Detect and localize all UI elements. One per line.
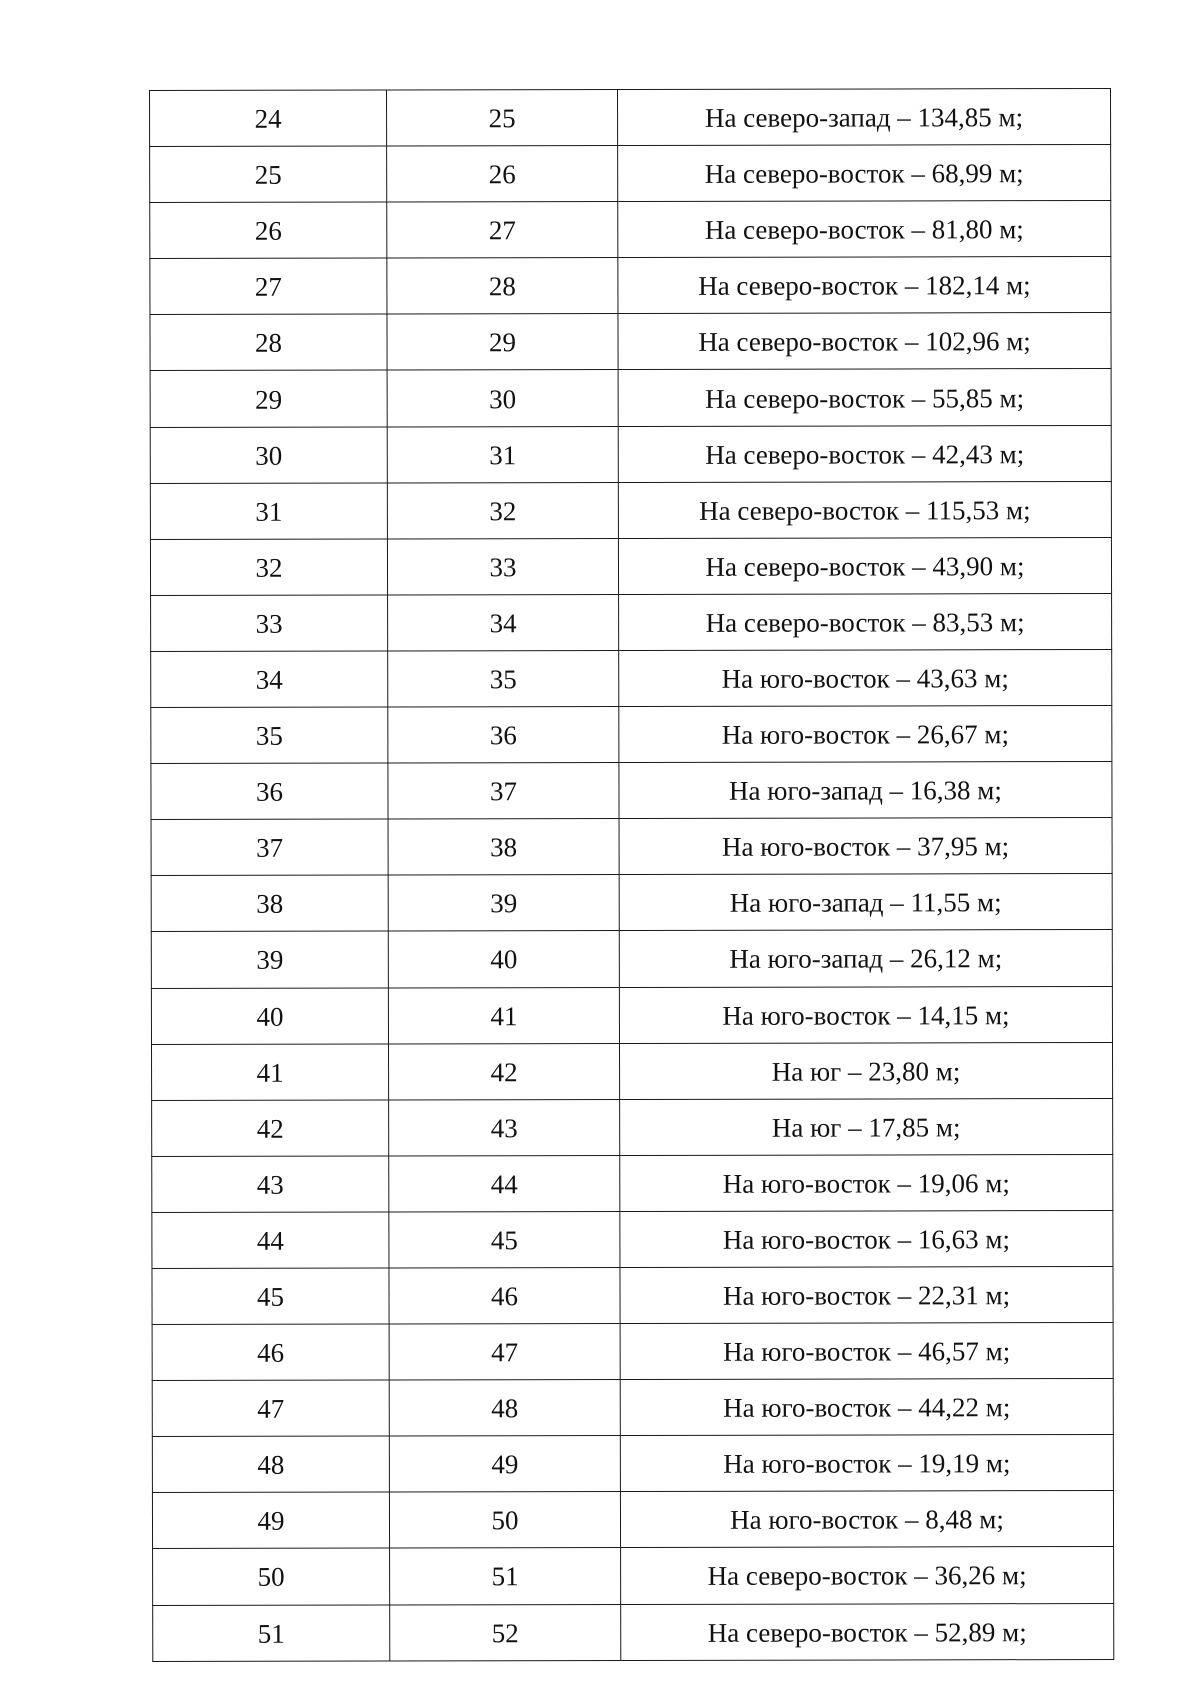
table-row	[152, 1435, 1113, 1493]
direction-distance-cell: На северо-запад – 134,85 м;	[618, 88, 1111, 145]
point-to-cell: 47	[389, 1324, 620, 1381]
point-from-cell: 29	[150, 370, 387, 427]
point-from-cell: 50	[153, 1548, 390, 1605]
point-to-cell: 38	[388, 819, 619, 876]
table-row	[150, 88, 1111, 146]
point-from-cell: 44	[152, 1212, 389, 1269]
point-from-cell: 48	[152, 1436, 389, 1493]
table-row	[151, 930, 1112, 988]
point-to-cell: 31	[387, 426, 618, 483]
point-from-cell: 32	[150, 539, 387, 596]
point-to-cell: 32	[387, 482, 618, 539]
direction-distance-cell: На северо-восток – 52,89 м;	[621, 1603, 1114, 1660]
point-from-cell: 40	[151, 988, 388, 1045]
point-from-cell: 27	[150, 258, 387, 315]
point-from-cell: 43	[152, 1156, 389, 1213]
point-from-cell: 24	[150, 90, 387, 147]
point-from-cell: 46	[152, 1324, 389, 1381]
point-to-cell: 44	[389, 1155, 620, 1212]
direction-distance-cell: На северо-восток – 55,85 м;	[618, 369, 1111, 426]
table-row	[150, 425, 1111, 483]
point-to-cell: 41	[388, 987, 619, 1044]
point-from-cell: 30	[150, 427, 387, 484]
table-row	[152, 1266, 1113, 1324]
point-from-cell: 51	[153, 1605, 390, 1662]
table-row	[152, 1210, 1113, 1268]
table-row	[151, 649, 1112, 707]
table-row	[151, 874, 1112, 932]
point-from-cell: 45	[152, 1268, 389, 1325]
point-to-cell: 45	[389, 1211, 620, 1268]
direction-distance-cell: На северо-восток – 115,53 м;	[618, 481, 1111, 538]
point-to-cell: 40	[388, 931, 619, 988]
point-to-cell: 29	[387, 314, 618, 371]
direction-distance-cell: На юго-восток – 46,57 м;	[620, 1323, 1113, 1380]
direction-distance-cell: На юго-восток – 43,63 м;	[619, 649, 1112, 706]
table-row	[152, 1491, 1113, 1549]
direction-distance-cell: На юго-восток – 37,95 м;	[619, 818, 1112, 875]
direction-distance-cell: На северо-восток – 36,26 м;	[621, 1547, 1114, 1604]
direction-distance-cell: На северо-восток – 102,96 м;	[618, 313, 1111, 370]
table-row	[150, 145, 1111, 203]
boundary-table-body	[150, 88, 1114, 1661]
point-from-cell: 42	[152, 1100, 389, 1157]
direction-distance-cell: На юго-восток – 16,63 м;	[620, 1210, 1113, 1267]
table-row	[151, 593, 1112, 651]
point-to-cell: 34	[388, 594, 619, 651]
point-to-cell: 48	[389, 1380, 620, 1437]
direction-distance-cell: На северо-восток – 81,80 м;	[618, 201, 1111, 258]
point-from-cell: 38	[151, 875, 388, 932]
direction-distance-cell: На северо-восток – 182,14 м;	[618, 257, 1111, 314]
table-row	[150, 257, 1111, 315]
table-row	[151, 986, 1112, 1044]
point-to-cell: 30	[387, 370, 618, 427]
direction-distance-cell: На юго-запад – 16,38 м;	[619, 762, 1112, 819]
point-to-cell: 43	[389, 1099, 620, 1156]
point-to-cell: 27	[387, 202, 618, 259]
direction-distance-cell: На северо-восток – 42,43 м;	[618, 425, 1111, 482]
table-row	[152, 1379, 1113, 1437]
table-row	[150, 201, 1111, 259]
direction-distance-cell: На юго-восток – 22,31 м;	[620, 1266, 1113, 1323]
table-row	[152, 1323, 1113, 1381]
point-from-cell: 31	[150, 483, 387, 540]
direction-distance-cell: На северо-восток – 68,99 м;	[618, 145, 1111, 202]
direction-distance-cell: На юг – 17,85 м;	[620, 1098, 1113, 1155]
direction-distance-cell: На юго-восток – 19,19 м;	[620, 1435, 1113, 1492]
point-from-cell: 33	[151, 595, 388, 652]
direction-distance-cell: На юго-запад – 26,12 м;	[619, 930, 1112, 987]
point-to-cell: 33	[387, 538, 618, 595]
point-to-cell: 42	[388, 1043, 619, 1100]
point-to-cell: 37	[388, 763, 619, 820]
boundary-table	[149, 88, 1114, 1662]
direction-distance-cell: На юго-восток – 44,22 м;	[620, 1379, 1113, 1436]
point-from-cell: 28	[150, 314, 387, 371]
point-from-cell: 49	[152, 1492, 389, 1549]
point-from-cell: 25	[150, 146, 387, 203]
point-from-cell: 47	[152, 1380, 389, 1437]
point-to-cell: 36	[388, 707, 619, 764]
table-row	[151, 706, 1112, 764]
table-row	[150, 481, 1111, 539]
point-from-cell: 34	[151, 651, 388, 708]
table-row	[151, 762, 1112, 820]
point-to-cell: 52	[390, 1604, 621, 1661]
point-from-cell: 35	[151, 707, 388, 764]
table-row	[152, 1154, 1113, 1212]
point-to-cell: 26	[387, 146, 618, 203]
direction-distance-cell: На юго-восток – 14,15 м;	[619, 986, 1112, 1043]
point-from-cell: 37	[151, 819, 388, 876]
direction-distance-cell: На юг – 23,80 м;	[619, 1042, 1112, 1099]
point-to-cell: 39	[388, 875, 619, 932]
point-to-cell: 49	[389, 1436, 620, 1493]
table-row	[151, 818, 1112, 876]
table-row	[150, 313, 1111, 371]
table-row	[152, 1098, 1113, 1156]
point-to-cell: 28	[387, 258, 618, 315]
point-to-cell: 46	[389, 1267, 620, 1324]
direction-distance-cell: На северо-восток – 83,53 м;	[619, 593, 1112, 650]
point-to-cell: 25	[387, 90, 618, 147]
table-row	[153, 1603, 1114, 1661]
point-from-cell: 41	[151, 1044, 388, 1101]
point-to-cell: 50	[389, 1492, 620, 1549]
direction-distance-cell: На северо-восток – 43,90 м;	[618, 537, 1111, 594]
point-to-cell: 35	[388, 650, 619, 707]
table-row	[150, 537, 1111, 595]
direction-distance-cell: На юго-восток – 26,67 м;	[619, 706, 1112, 763]
direction-distance-cell: На юго-восток – 19,06 м;	[620, 1154, 1113, 1211]
table-row	[151, 1042, 1112, 1100]
point-from-cell: 26	[150, 202, 387, 259]
table-row	[150, 369, 1111, 427]
table-row	[153, 1547, 1114, 1605]
point-from-cell: 36	[151, 763, 388, 820]
direction-distance-cell: На юго-восток – 8,48 м;	[620, 1491, 1113, 1548]
direction-distance-cell: На юго-запад – 11,55 м;	[619, 874, 1112, 931]
point-from-cell: 39	[151, 931, 388, 988]
point-to-cell: 51	[390, 1548, 621, 1605]
